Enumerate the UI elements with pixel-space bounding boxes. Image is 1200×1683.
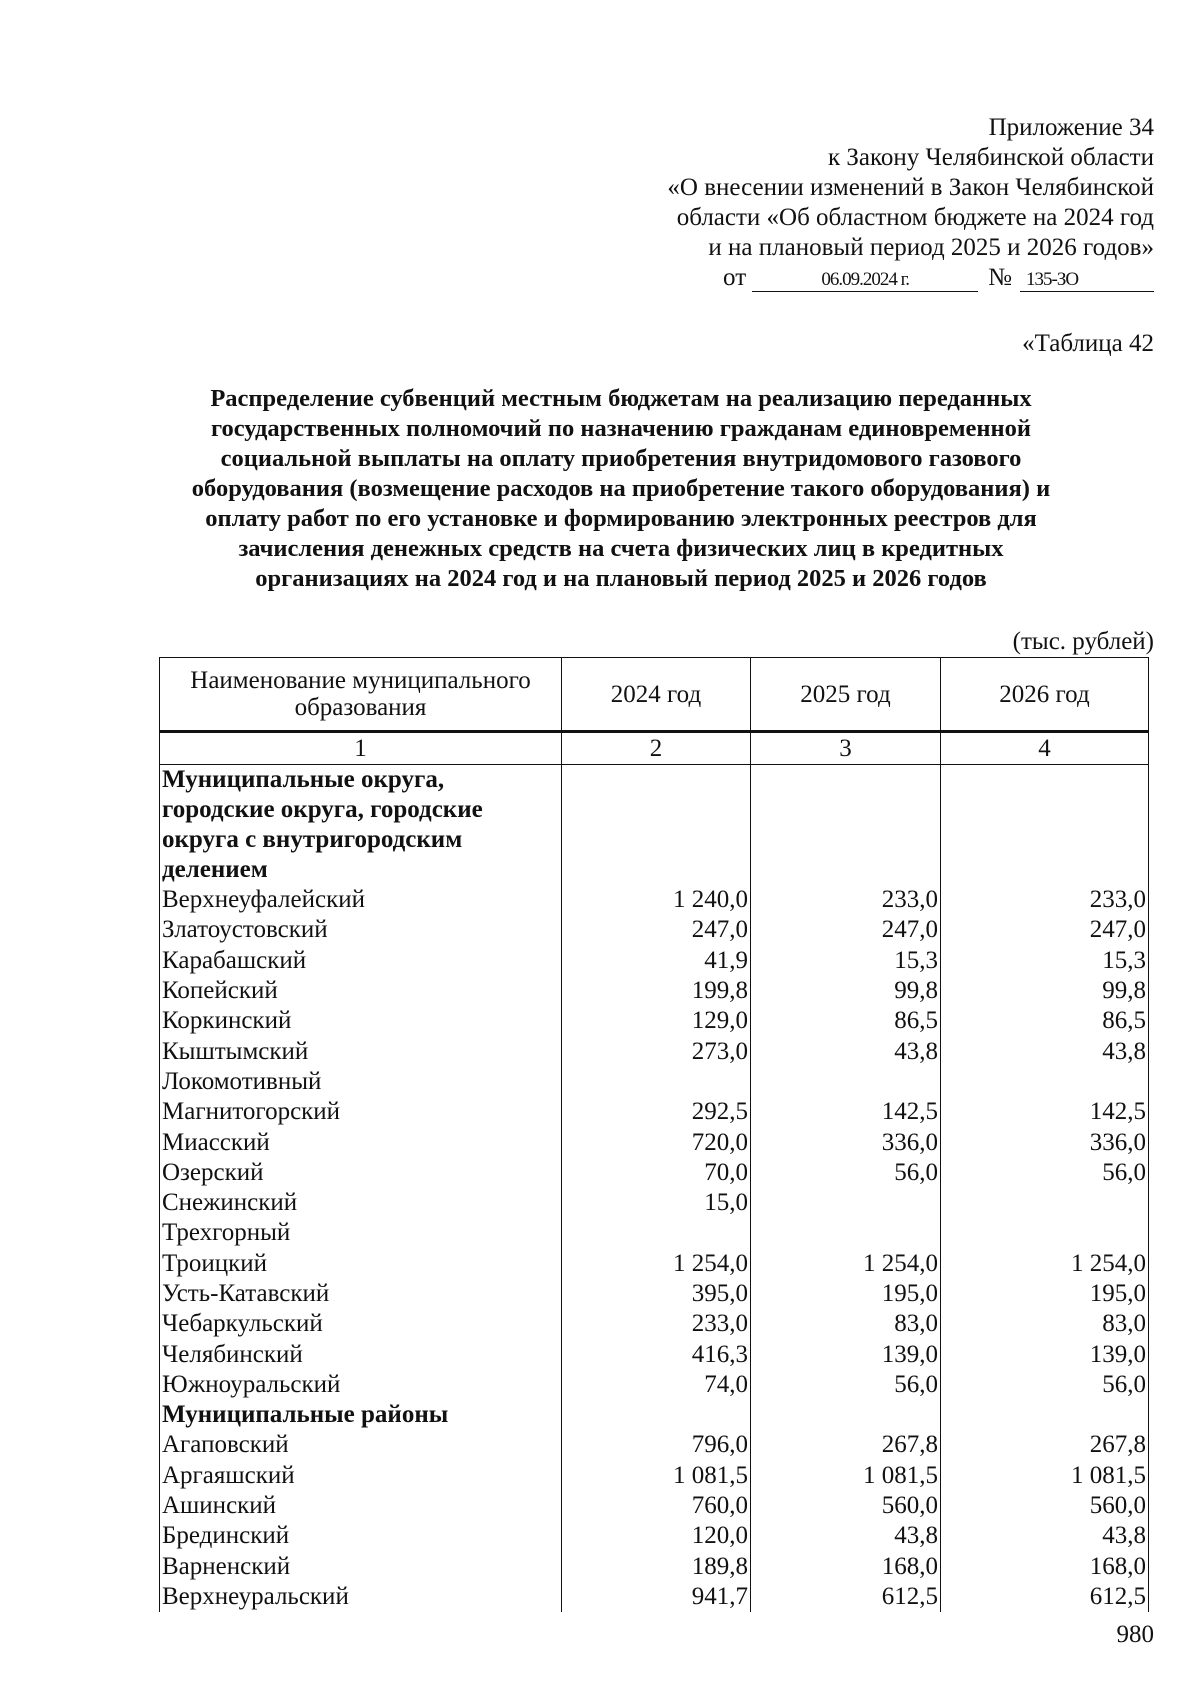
- value-2024: [562, 1218, 751, 1248]
- title-line: оборудования (возмещение расходов на приобретение такого оборудования) и: [191, 475, 1051, 502]
- value-2025: [751, 1188, 941, 1218]
- table-row: [160, 1097, 1149, 1127]
- header-line: и на плановый период 2025 и 2026 годов»: [708, 234, 1154, 261]
- value-2024: 1 240,0: [562, 885, 751, 915]
- value-2025: 83,0: [751, 1309, 941, 1339]
- value-2025: 43,8: [751, 1036, 941, 1066]
- municipality-name: Снежинский: [160, 1188, 562, 1218]
- value-2024: 70,0: [562, 1158, 751, 1188]
- value-2026: 99,8: [941, 976, 1149, 1006]
- title-line: организациях на 2024 год и на плановый период 2025 и 2026 годов: [255, 565, 987, 592]
- title-line: государственных полномочий по назначению гражданам единовременной: [210, 415, 1032, 442]
- value-2026: 15,3: [941, 946, 1149, 976]
- column-number-row: [160, 732, 1149, 765]
- value-2024: [562, 1067, 751, 1097]
- table-section-row: [160, 765, 1149, 886]
- value-2024: 1 081,5: [562, 1461, 751, 1491]
- header-2024: 2024 год: [562, 658, 751, 732]
- table-row: [160, 946, 1149, 976]
- number-sign: №: [988, 264, 1012, 291]
- table-row: [160, 1521, 1149, 1551]
- municipality-name: Ашинский: [160, 1491, 562, 1521]
- value-2025: 560,0: [751, 1491, 941, 1521]
- municipality-name: Брединский: [160, 1521, 562, 1551]
- municipality-name: Муниципальные округа, городские округа, городские округа с внутригородским делением: [160, 765, 562, 886]
- column-number: 4: [941, 732, 1149, 765]
- table-label: «Таблица 42: [1022, 330, 1154, 357]
- table-row: [160, 1430, 1149, 1460]
- value-2025: 267,8: [751, 1430, 941, 1460]
- table-row: [160, 1218, 1149, 1248]
- value-2024: 796,0: [562, 1430, 751, 1460]
- value-2026: 83,0: [941, 1309, 1149, 1339]
- table-row: [160, 1339, 1149, 1369]
- value-2025: 247,0: [751, 915, 941, 945]
- value-2025: [751, 1400, 941, 1430]
- municipality-name: Трехгорный: [160, 1218, 562, 1248]
- table-row: [160, 1370, 1149, 1400]
- value-2025: [751, 1218, 941, 1248]
- municipality-name: Копейский: [160, 976, 562, 1006]
- value-2024: 941,7: [562, 1582, 751, 1612]
- value-2026: [941, 1400, 1149, 1430]
- value-2026: 56,0: [941, 1370, 1149, 1400]
- value-2024: 233,0: [562, 1309, 751, 1339]
- value-2026: 168,0: [941, 1552, 1149, 1582]
- title-line: оплату работ по его установке и формированию электронных реестров для: [205, 505, 1037, 532]
- value-2025: 195,0: [751, 1279, 941, 1309]
- value-2025: 233,0: [751, 885, 941, 915]
- municipality-name: Агаповский: [160, 1430, 562, 1460]
- municipality-name: Верхнеуфалейский: [160, 885, 562, 915]
- value-2026: 247,0: [941, 915, 1149, 945]
- law-date: 06.09.2024 г.: [752, 269, 978, 292]
- value-2024: 395,0: [562, 1279, 751, 1309]
- value-2026: [941, 1067, 1149, 1097]
- header-line: к Закону Челябинской области: [828, 144, 1154, 171]
- municipality-name: Аргаяшский: [160, 1461, 562, 1491]
- value-2026: 43,8: [941, 1521, 1149, 1551]
- municipality-name: Челябинский: [160, 1339, 562, 1369]
- header-line: Приложение 34: [988, 114, 1154, 141]
- value-2026: 195,0: [941, 1279, 1149, 1309]
- value-2025: 86,5: [751, 1006, 941, 1036]
- table-row: [160, 976, 1149, 1006]
- municipality-name: Локомотивный: [160, 1067, 562, 1097]
- value-2025: 612,5: [751, 1582, 941, 1612]
- value-2026: [941, 1188, 1149, 1218]
- value-2024: 273,0: [562, 1036, 751, 1066]
- value-2024: [562, 1400, 751, 1430]
- header-2026: 2026 год: [941, 658, 1149, 732]
- units-label: (тыс. рублей): [1012, 628, 1154, 655]
- value-2024: 15,0: [562, 1188, 751, 1218]
- municipality-name: Южноуральский: [160, 1370, 562, 1400]
- value-2024: 120,0: [562, 1521, 751, 1551]
- value-2025: 56,0: [751, 1158, 941, 1188]
- municipality-name: Миасский: [160, 1127, 562, 1157]
- value-2025: 15,3: [751, 946, 941, 976]
- title-line: Распределение субвенций местным бюджетам на реализацию переданных: [210, 385, 1032, 412]
- value-2025: 99,8: [751, 976, 941, 1006]
- value-2025: 56,0: [751, 1370, 941, 1400]
- value-2025: 139,0: [751, 1339, 941, 1369]
- value-2026: 1 081,5: [941, 1461, 1149, 1491]
- value-2026: 560,0: [941, 1491, 1149, 1521]
- value-2025: 1 081,5: [751, 1461, 941, 1491]
- value-2026: 139,0: [941, 1339, 1149, 1369]
- table-row: [160, 1552, 1149, 1582]
- table-row: [160, 1279, 1149, 1309]
- value-2026: [941, 765, 1149, 886]
- value-2026: [941, 1218, 1149, 1248]
- appendix-header: [667, 113, 1154, 293]
- value-2024: 41,9: [562, 946, 751, 976]
- municipality-name: Верхнеуральский: [160, 1582, 562, 1612]
- table-row: [160, 1127, 1149, 1157]
- value-2026: 43,8: [941, 1036, 1149, 1066]
- value-2025: 1 254,0: [751, 1249, 941, 1279]
- value-2024: 189,8: [562, 1552, 751, 1582]
- table-row: [160, 915, 1149, 945]
- municipality-name: Усть-Катавский: [160, 1279, 562, 1309]
- column-number: 2: [562, 732, 751, 765]
- value-2026: 1 254,0: [941, 1249, 1149, 1279]
- table-row: [160, 1006, 1149, 1036]
- value-2025: [751, 765, 941, 886]
- value-2024: 292,5: [562, 1097, 751, 1127]
- value-2025: [751, 1067, 941, 1097]
- municipality-name: Коркинский: [160, 1006, 562, 1036]
- table-row: [160, 1461, 1149, 1491]
- value-2024: 416,3: [562, 1339, 751, 1369]
- municipality-name: Варненский: [160, 1552, 562, 1582]
- subvention-table: [159, 657, 1149, 1612]
- table-row: [160, 1491, 1149, 1521]
- value-2026: 142,5: [941, 1097, 1149, 1127]
- table-row: [160, 1067, 1149, 1097]
- header-line: «О внесении изменений в Закон Челябинской: [667, 174, 1154, 201]
- municipality-name: Озерский: [160, 1158, 562, 1188]
- value-2024: 74,0: [562, 1370, 751, 1400]
- title-line: социальной выплаты на оплату приобретения внутридомового газового: [220, 445, 1022, 472]
- law-date-number-line: [667, 263, 1154, 293]
- value-2024: [562, 765, 751, 886]
- value-2026: 86,5: [941, 1006, 1149, 1036]
- table-body: [160, 765, 1149, 1613]
- municipality-name: Муниципальные районы: [160, 1400, 562, 1430]
- value-2026: 56,0: [941, 1158, 1149, 1188]
- value-2026: 612,5: [941, 1582, 1149, 1612]
- value-2024: 129,0: [562, 1006, 751, 1036]
- value-2025: 336,0: [751, 1127, 941, 1157]
- table-row: [160, 1188, 1149, 1218]
- header-line: области «Об областном бюджете на 2024 год: [676, 204, 1154, 231]
- value-2026: 336,0: [941, 1127, 1149, 1157]
- table-header-row: [160, 658, 1149, 732]
- municipality-name: Златоустовский: [160, 915, 562, 945]
- municipality-name: Кыштымский: [160, 1036, 562, 1066]
- municipality-name: Чебаркульский: [160, 1309, 562, 1339]
- value-2026: 233,0: [941, 885, 1149, 915]
- value-2024: 247,0: [562, 915, 751, 945]
- table-row: [160, 1309, 1149, 1339]
- value-2024: 720,0: [562, 1127, 751, 1157]
- page-number: 980: [1116, 1621, 1154, 1648]
- municipality-name: Троицкий: [160, 1249, 562, 1279]
- law-number: 135-ЗО: [1020, 269, 1154, 292]
- value-2024: 1 254,0: [562, 1249, 751, 1279]
- value-2025: 142,5: [751, 1097, 941, 1127]
- value-2025: 168,0: [751, 1552, 941, 1582]
- municipality-name: Магнитогорский: [160, 1097, 562, 1127]
- table-row: [160, 1158, 1149, 1188]
- municipality-name: Карабашский: [160, 946, 562, 976]
- document-title: [160, 384, 1082, 594]
- header-2025: 2025 год: [751, 658, 941, 732]
- table-row: [160, 885, 1149, 915]
- from-label: от: [723, 264, 747, 291]
- value-2024: 199,8: [562, 976, 751, 1006]
- table-row: [160, 1036, 1149, 1066]
- title-line: зачисления денежных средств на счета физических лиц в кредитных: [238, 535, 1004, 562]
- table-row: [160, 1249, 1149, 1279]
- value-2025: 43,8: [751, 1521, 941, 1551]
- header-municipality: Наименование муниципального образования: [160, 658, 562, 732]
- value-2024: 760,0: [562, 1491, 751, 1521]
- table-row: [160, 1582, 1149, 1612]
- table-section-row: [160, 1400, 1149, 1430]
- column-number: 1: [160, 732, 562, 765]
- column-number: 3: [751, 732, 941, 765]
- value-2026: 267,8: [941, 1430, 1149, 1460]
